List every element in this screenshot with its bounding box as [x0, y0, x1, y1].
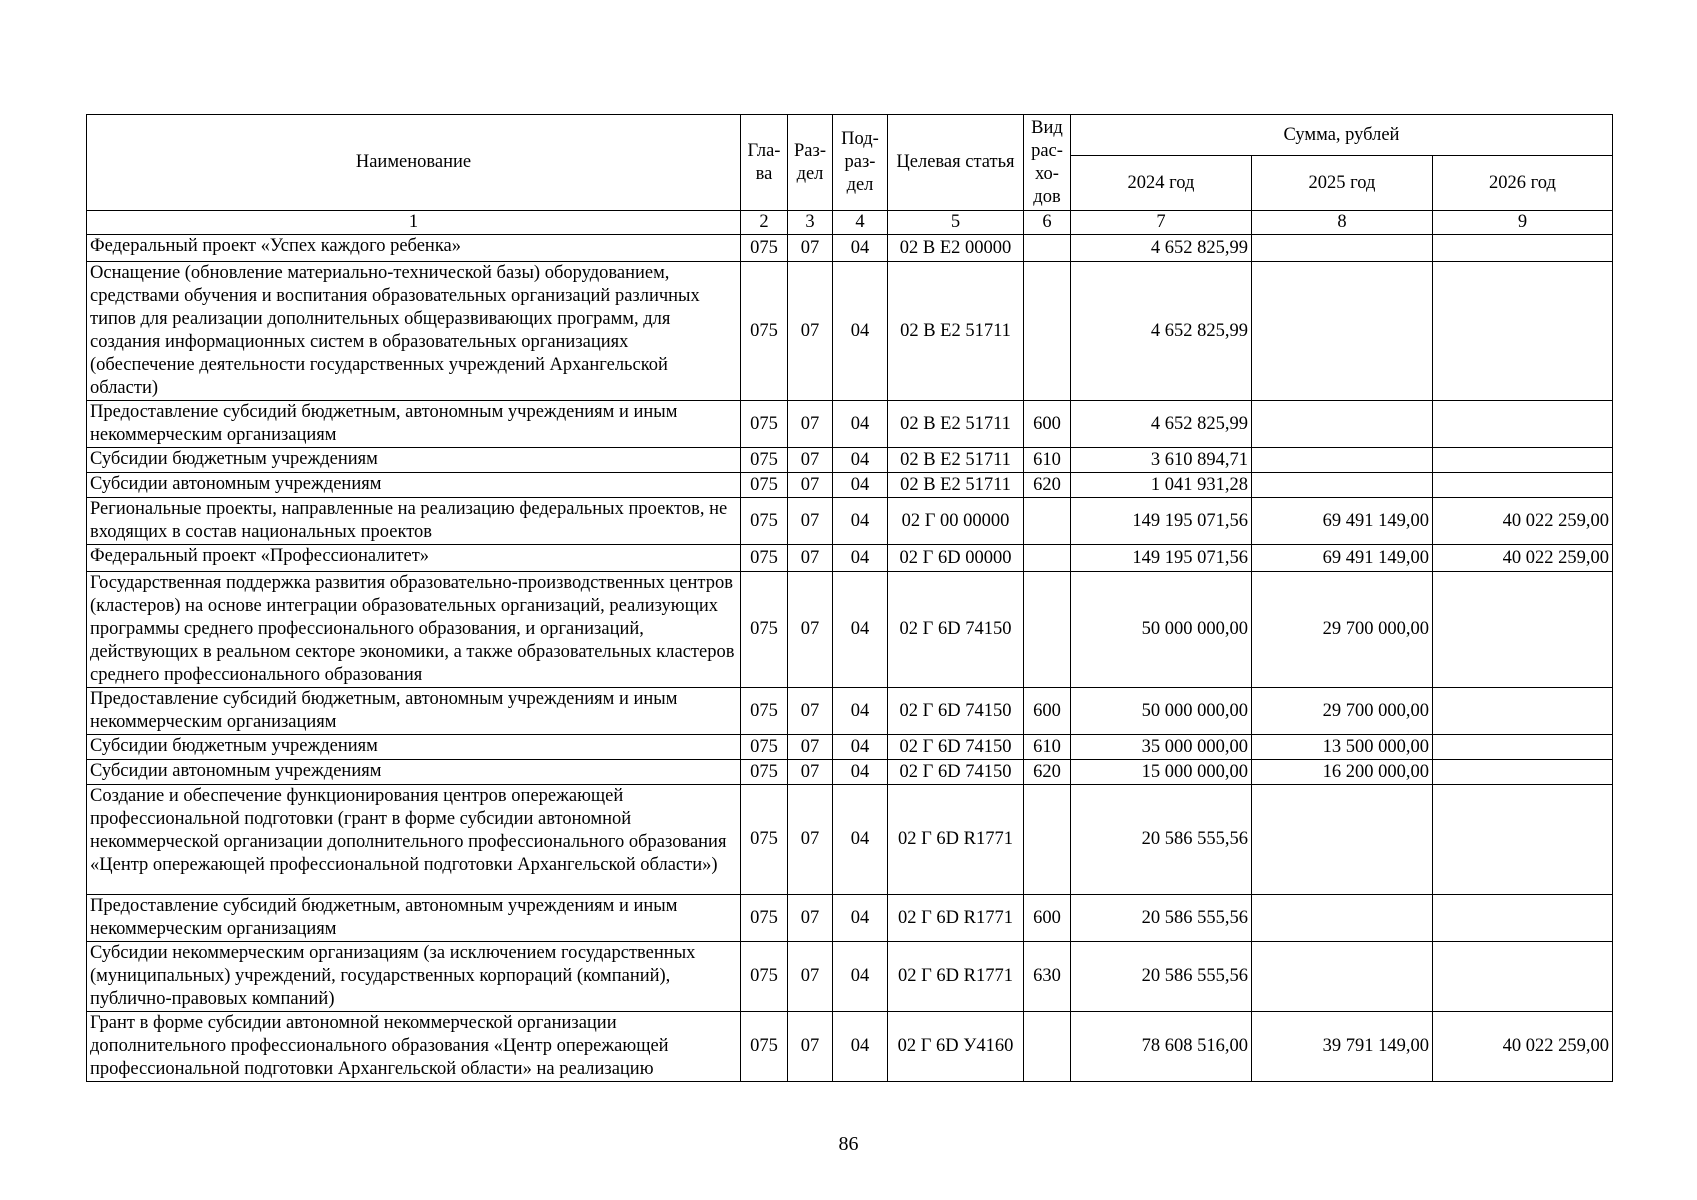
cell-sum-2024: 149 195 071,56	[1071, 545, 1252, 572]
cell-sum-2025	[1252, 262, 1433, 401]
cell-vid-rashodov: 610	[1024, 448, 1071, 473]
budget-table	[86, 114, 1613, 1082]
column-number: 4	[833, 211, 888, 235]
cell-name: Региональные проекты, направленные на реализацию федеральных проектов, не входящих в состав национальных проектов	[87, 498, 741, 545]
cell-podrazdel: 04	[833, 760, 888, 785]
cell-sum-2025: 13 500 000,00	[1252, 735, 1433, 760]
cell-name: Федеральный проект «Профессионалитет»	[87, 545, 741, 572]
cell-sum-2025	[1252, 473, 1433, 498]
cell-glava: 075	[741, 448, 788, 473]
cell-name: Федеральный проект «Успех каждого ребенка»	[87, 235, 741, 262]
cell-sum-2026	[1433, 448, 1613, 473]
cell-razdel: 07	[788, 942, 833, 1012]
cell-glava: 075	[741, 785, 788, 895]
cell-sum-2025	[1252, 401, 1433, 448]
header-year-2026: 2026 год	[1433, 156, 1613, 211]
cell-vid-rashodov: 600	[1024, 895, 1071, 942]
column-number: 7	[1071, 211, 1252, 235]
cell-sum-2024: 35 000 000,00	[1071, 735, 1252, 760]
cell-sum-2024: 1 041 931,28	[1071, 473, 1252, 498]
cell-vid-rashodov: 620	[1024, 760, 1071, 785]
cell-glava: 075	[741, 473, 788, 498]
table-row	[87, 760, 1613, 785]
cell-sum-2025: 69 491 149,00	[1252, 545, 1433, 572]
cell-glava: 075	[741, 262, 788, 401]
header-summa: Сумма, рублей	[1071, 115, 1613, 156]
cell-sum-2024: 78 608 516,00	[1071, 1012, 1252, 1082]
header-glava: Гла-ва	[741, 115, 788, 211]
cell-sum-2025	[1252, 235, 1433, 262]
cell-razdel: 07	[788, 401, 833, 448]
cell-sum-2025	[1252, 785, 1433, 895]
column-number: 6	[1024, 211, 1071, 235]
cell-sum-2025	[1252, 448, 1433, 473]
cell-podrazdel: 04	[833, 545, 888, 572]
cell-podrazdel: 04	[833, 401, 888, 448]
cell-vid-rashodov	[1024, 235, 1071, 262]
cell-name: Субсидии автономным учреждениям	[87, 760, 741, 785]
cell-razdel: 07	[788, 448, 833, 473]
cell-sum-2025: 39 791 149,00	[1252, 1012, 1433, 1082]
cell-glava: 075	[741, 401, 788, 448]
cell-glava: 075	[741, 498, 788, 545]
table-row	[87, 688, 1613, 735]
table-row	[87, 735, 1613, 760]
cell-glava: 075	[741, 688, 788, 735]
cell-celevaya-statya: 02 Г 6D 74150	[888, 735, 1024, 760]
cell-celevaya-statya: 02 В Е2 51711	[888, 401, 1024, 448]
cell-name: Государственная поддержка развития образовательно-производственных центров (кластеров) на основе интеграции образовательных организаций, реализующих программы среднего профессионального образования, и организаций, действующих в реальном секторе экономики, а также образовательных кластеров среднего профессионального образования	[87, 572, 741, 688]
cell-sum-2026: 40 022 259,00	[1433, 1012, 1613, 1082]
header-podrazdel: Под-раз-дел	[833, 115, 888, 211]
cell-podrazdel: 04	[833, 235, 888, 262]
cell-name: Грант в форме субсидии автономной некоммерческой организации дополнительного профессионального образования «Центр опережающей профессиональной подготовки Архангельской области» на реализацию	[87, 1012, 741, 1082]
cell-glava: 075	[741, 895, 788, 942]
cell-razdel: 07	[788, 235, 833, 262]
cell-podrazdel: 04	[833, 785, 888, 895]
cell-podrazdel: 04	[833, 1012, 888, 1082]
cell-vid-rashodov: 620	[1024, 473, 1071, 498]
cell-podrazdel: 04	[833, 448, 888, 473]
table-row	[87, 545, 1613, 572]
cell-sum-2024: 149 195 071,56	[1071, 498, 1252, 545]
cell-razdel: 07	[788, 785, 833, 895]
cell-glava: 075	[741, 1012, 788, 1082]
cell-podrazdel: 04	[833, 895, 888, 942]
cell-glava: 075	[741, 942, 788, 1012]
cell-name: Предоставление субсидий бюджетным, автономным учреждениям и иным некоммерческим организациям	[87, 688, 741, 735]
table-row	[87, 473, 1613, 498]
cell-sum-2026	[1433, 942, 1613, 1012]
cell-celevaya-statya: 02 Г 6D R1771	[888, 942, 1024, 1012]
cell-razdel: 07	[788, 572, 833, 688]
cell-sum-2024: 20 586 555,56	[1071, 895, 1252, 942]
header-year-2025: 2025 год	[1252, 156, 1433, 211]
table-row	[87, 448, 1613, 473]
cell-razdel: 07	[788, 1012, 833, 1082]
cell-name: Субсидии некоммерческим организациям (за исключением государственных (муниципальных) учреждений, государственных корпораций (компаний), публично-правовых компаний)	[87, 942, 741, 1012]
cell-sum-2026	[1433, 235, 1613, 262]
cell-sum-2024: 3 610 894,71	[1071, 448, 1252, 473]
table-row	[87, 895, 1613, 942]
cell-podrazdel: 04	[833, 688, 888, 735]
cell-sum-2024: 15 000 000,00	[1071, 760, 1252, 785]
cell-sum-2025	[1252, 895, 1433, 942]
cell-sum-2026	[1433, 735, 1613, 760]
cell-glava: 075	[741, 235, 788, 262]
cell-razdel: 07	[788, 895, 833, 942]
cell-sum-2025	[1252, 942, 1433, 1012]
table-row	[87, 1012, 1613, 1082]
column-number: 2	[741, 211, 788, 235]
cell-vid-rashodov: 610	[1024, 735, 1071, 760]
cell-vid-rashodov	[1024, 262, 1071, 401]
cell-sum-2024: 4 652 825,99	[1071, 262, 1252, 401]
cell-glava: 075	[741, 572, 788, 688]
cell-name: Субсидии бюджетным учреждениям	[87, 448, 741, 473]
cell-vid-rashodov	[1024, 1012, 1071, 1082]
cell-glava: 075	[741, 545, 788, 572]
cell-celevaya-statya: 02 Г 6D R1771	[888, 785, 1024, 895]
column-number: 9	[1433, 211, 1613, 235]
cell-sum-2026: 40 022 259,00	[1433, 498, 1613, 545]
cell-sum-2026	[1433, 785, 1613, 895]
cell-vid-rashodov	[1024, 498, 1071, 545]
table-row	[87, 498, 1613, 545]
cell-celevaya-statya: 02 Г 6D 74150	[888, 572, 1024, 688]
cell-sum-2024: 20 586 555,56	[1071, 785, 1252, 895]
header-razdel: Раз-дел	[788, 115, 833, 211]
cell-celevaya-statya: 02 Г 6D R1771	[888, 895, 1024, 942]
cell-celevaya-statya: 02 Г 6D 00000	[888, 545, 1024, 572]
cell-name: Создание и обеспечение функционирования центров опережающей профессиональной подготовки (грант в форме субсидии автономной некоммерческой организации дополнительного профессионального образования «Центр опережающей профессиональной подготовки Архангельской области»)	[87, 785, 741, 895]
cell-vid-rashodov: 600	[1024, 401, 1071, 448]
table-row	[87, 942, 1613, 1012]
cell-vid-rashodov	[1024, 572, 1071, 688]
cell-vid-rashodov	[1024, 545, 1071, 572]
cell-sum-2025: 69 491 149,00	[1252, 498, 1433, 545]
cell-sum-2026	[1433, 473, 1613, 498]
cell-razdel: 07	[788, 262, 833, 401]
cell-podrazdel: 04	[833, 572, 888, 688]
cell-sum-2024: 4 652 825,99	[1071, 235, 1252, 262]
cell-celevaya-statya: 02 Г 6D 74150	[888, 688, 1024, 735]
cell-sum-2026: 40 022 259,00	[1433, 545, 1613, 572]
cell-vid-rashodov: 630	[1024, 942, 1071, 1012]
cell-sum-2026	[1433, 262, 1613, 401]
cell-name: Оснащение (обновление материально-технической базы) оборудованием, средствами обучения и воспитания образовательных организаций различных типов для реализации дополнительных общеразвивающих программ, для создания информационных систем в образовательных организациях (обеспечение деятельности государственных учреждений Архангельской области)	[87, 262, 741, 401]
cell-razdel: 07	[788, 760, 833, 785]
cell-podrazdel: 04	[833, 942, 888, 1012]
column-number: 1	[87, 211, 741, 235]
cell-vid-rashodov: 600	[1024, 688, 1071, 735]
cell-celevaya-statya: 02 В Е2 51711	[888, 262, 1024, 401]
cell-podrazdel: 04	[833, 473, 888, 498]
cell-sum-2024: 50 000 000,00	[1071, 688, 1252, 735]
cell-razdel: 07	[788, 735, 833, 760]
cell-celevaya-statya: 02 Г 00 00000	[888, 498, 1024, 545]
table-row	[87, 235, 1613, 262]
cell-sum-2024: 4 652 825,99	[1071, 401, 1252, 448]
table-row	[87, 262, 1613, 401]
cell-podrazdel: 04	[833, 498, 888, 545]
cell-celevaya-statya: 02 В Е2 51711	[888, 473, 1024, 498]
cell-razdel: 07	[788, 498, 833, 545]
cell-name: Предоставление субсидий бюджетным, автономным учреждениям и иным некоммерческим организациям	[87, 895, 741, 942]
table-row	[87, 785, 1613, 895]
table-body	[87, 235, 1613, 1082]
page-number: 86	[838, 1133, 859, 1155]
cell-celevaya-statya: 02 Г 6D 74150	[888, 760, 1024, 785]
cell-razdel: 07	[788, 473, 833, 498]
column-number: 8	[1252, 211, 1433, 235]
cell-name: Субсидии бюджетным учреждениям	[87, 735, 741, 760]
cell-razdel: 07	[788, 688, 833, 735]
cell-sum-2026	[1433, 688, 1613, 735]
header-year-2024: 2024 год	[1071, 156, 1252, 211]
cell-sum-2025: 16 200 000,00	[1252, 760, 1433, 785]
cell-razdel: 07	[788, 545, 833, 572]
cell-vid-rashodov	[1024, 785, 1071, 895]
cell-sum-2026	[1433, 572, 1613, 688]
cell-name: Субсидии автономным учреждениям	[87, 473, 741, 498]
column-number: 5	[888, 211, 1024, 235]
cell-sum-2025: 29 700 000,00	[1252, 572, 1433, 688]
table-row	[87, 401, 1613, 448]
cell-name: Предоставление субсидий бюджетным, автономным учреждениям и иным некоммерческим организациям	[87, 401, 741, 448]
cell-glava: 075	[741, 735, 788, 760]
table-row	[87, 572, 1613, 688]
cell-sum-2024: 50 000 000,00	[1071, 572, 1252, 688]
cell-sum-2026	[1433, 760, 1613, 785]
cell-sum-2025: 29 700 000,00	[1252, 688, 1433, 735]
cell-celevaya-statya: 02 В Е2 51711	[888, 448, 1024, 473]
header-celevaya-statya: Целевая статья	[888, 115, 1024, 211]
cell-sum-2026	[1433, 401, 1613, 448]
cell-glava: 075	[741, 760, 788, 785]
column-number: 3	[788, 211, 833, 235]
header-name: Наименование	[87, 115, 741, 211]
cell-celevaya-statya: 02 Г 6D У4160	[888, 1012, 1024, 1082]
cell-sum-2026	[1433, 895, 1613, 942]
header-vid-rashodov: Вид рас-хо-дов	[1024, 115, 1071, 211]
cell-podrazdel: 04	[833, 735, 888, 760]
cell-sum-2024: 20 586 555,56	[1071, 942, 1252, 1012]
cell-celevaya-statya: 02 В Е2 00000	[888, 235, 1024, 262]
cell-podrazdel: 04	[833, 262, 888, 401]
